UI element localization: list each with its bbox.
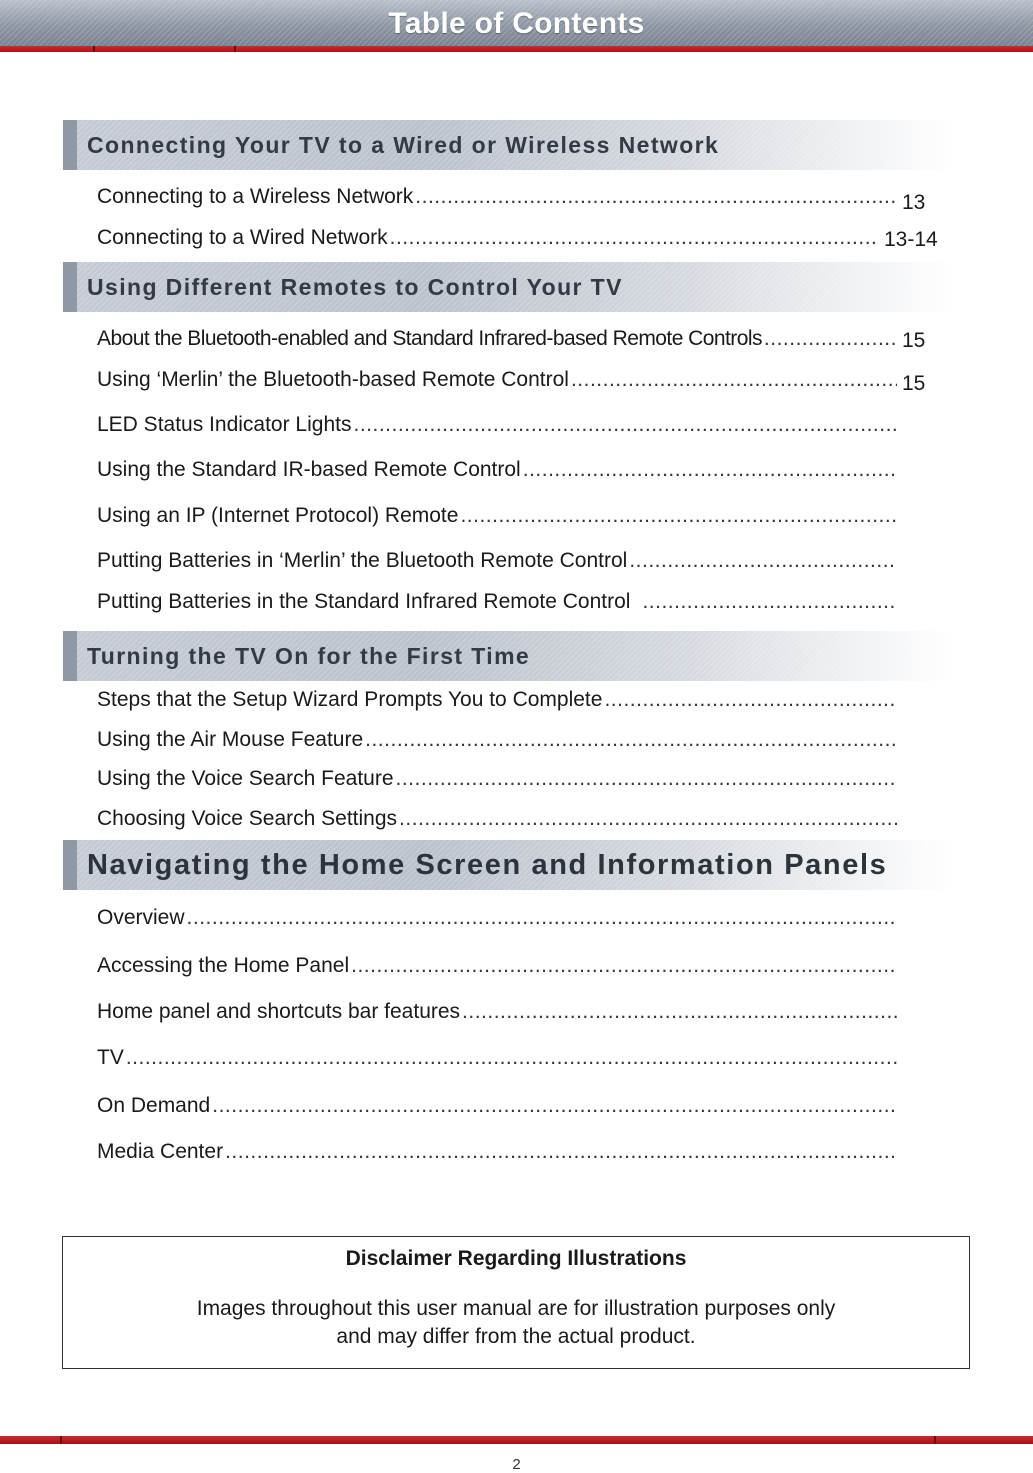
toc-entry-title: Media Center	[97, 1140, 224, 1163]
dot-leader	[212, 1094, 897, 1118]
section-header-network	[63, 120, 953, 170]
page-number: 2	[512, 1456, 521, 1473]
toc-entry-title: Putting Batteries in ‘Merlin’ the Bluetooth Remote Control	[97, 549, 628, 572]
dot-leader	[764, 327, 897, 351]
toc-entry[interactable]	[97, 504, 897, 532]
toc-page-number: 15	[902, 372, 926, 395]
toc-entry-title: TV	[97, 1046, 124, 1069]
toc-entry[interactable]	[97, 549, 897, 577]
toc-entry[interactable]	[97, 1046, 897, 1074]
section-title: Navigating the Home Screen and Information Panels	[87, 849, 888, 881]
disclaimer-box	[62, 1236, 970, 1369]
disclaimer-text-line: Images throughout this user manual are for illustration purposes only	[196, 1297, 836, 1320]
dot-leader	[604, 688, 897, 712]
toc-entry-title: Steps that the Setup Wizard Prompts You to Complete	[97, 688, 603, 711]
dot-leader	[629, 549, 897, 573]
toc-entry[interactable]	[97, 1000, 897, 1028]
dot-leader	[415, 185, 897, 209]
dot-leader	[351, 954, 897, 978]
toc-entry-title: LED Status Indicator Lights	[97, 413, 352, 436]
toc-entry[interactable]	[97, 767, 897, 795]
dot-leader	[225, 1140, 897, 1164]
toc-entry-title: Choosing Voice Search Settings	[97, 807, 398, 830]
page-title: Table of Contents	[388, 7, 645, 40]
divider-tick	[93, 46, 95, 52]
toc-entry[interactable]	[97, 590, 897, 618]
toc-entry[interactable]	[97, 1140, 897, 1168]
dot-leader	[642, 590, 897, 614]
section-title: Turning the TV On for the First Time	[87, 643, 531, 669]
dot-leader	[399, 807, 897, 831]
disclaimer-title: Disclaimer Regarding Illustrations	[345, 1247, 687, 1270]
dot-leader	[523, 458, 897, 482]
section-title: Using Different Remotes to Control Your TV	[87, 274, 623, 300]
toc-entry[interactable]	[97, 906, 897, 934]
section-header-home-screen	[63, 840, 953, 890]
section-title: Connecting Your TV to a Wired or Wireless Network	[87, 132, 720, 158]
toc-entry[interactable]	[97, 728, 897, 756]
toc-entry[interactable]	[97, 458, 897, 486]
dot-leader	[396, 767, 897, 791]
toc-entry[interactable]	[97, 807, 897, 835]
toc-entry[interactable]	[97, 954, 897, 982]
toc-entry-title: Using an IP (Internet Protocol) Remote	[97, 504, 459, 527]
toc-entry[interactable]	[97, 688, 897, 716]
toc-entry-title: Connecting to a Wireless Network	[97, 185, 414, 208]
dot-leader	[353, 413, 897, 437]
divider-tick	[934, 1436, 936, 1444]
toc-page-number: 13-14	[884, 228, 938, 251]
dot-leader	[126, 1046, 897, 1070]
dot-leader	[365, 728, 897, 752]
header-divider	[0, 46, 1033, 52]
toc-page-number: 15	[902, 329, 926, 352]
divider-tick	[234, 46, 236, 52]
toc-entry-title: Overview	[97, 906, 185, 929]
toc-entry[interactable]	[97, 413, 897, 441]
dot-leader	[187, 906, 897, 930]
toc-entry-title: Using the Standard IR-based Remote Control	[97, 458, 521, 481]
disclaimer-text-line: and may differ from the actual product.	[336, 1325, 696, 1348]
dot-leader	[462, 1000, 897, 1024]
toc-page-number: 13	[902, 191, 926, 214]
toc-entry-title: About the Bluetooth-enabled and Standard Infrared-based Remote Controls	[97, 327, 762, 350]
toc-entry-title: Home panel and shortcuts bar features	[97, 1000, 461, 1023]
toc-entry-title: Accessing the Home Panel	[97, 954, 350, 977]
toc-entry-title: Putting Batteries in the Standard Infrared Remote Control	[97, 590, 631, 613]
toc-entry[interactable]	[97, 226, 877, 254]
toc-entry-title: On Demand	[97, 1094, 211, 1117]
dot-leader	[460, 504, 897, 528]
toc-entry-title: Connecting to a Wired Network	[97, 226, 388, 249]
dot-leader	[390, 226, 877, 250]
section-header-remotes	[63, 262, 953, 312]
toc-entry[interactable]	[97, 368, 897, 396]
page-header	[0, 0, 1033, 46]
toc-entry-title: Using the Voice Search Feature	[97, 767, 394, 790]
dot-leader	[571, 368, 897, 392]
toc-entry[interactable]	[97, 1094, 897, 1122]
footer-divider	[0, 1436, 1033, 1444]
section-header-first-time	[63, 631, 953, 681]
toc-entry-title: Using the Air Mouse Feature	[97, 728, 364, 751]
toc-entry[interactable]	[97, 185, 897, 213]
toc-entry-title: Using ‘Merlin’ the Bluetooth-based Remote Control	[97, 368, 569, 391]
toc-entry[interactable]	[97, 327, 897, 355]
divider-tick	[60, 1436, 62, 1444]
